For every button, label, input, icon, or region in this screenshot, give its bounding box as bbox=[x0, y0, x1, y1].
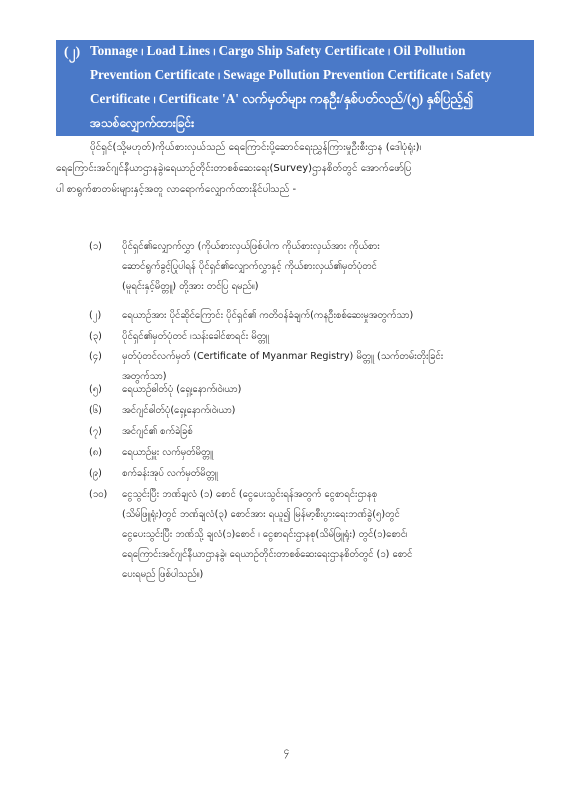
section-number: (၂) bbox=[64, 45, 81, 60]
intro-line-3: ပါ စာရွက်စာတမ်းများနှင့်အတူ လာရောက်လျှောက်ထားနိုင်ပါသည် - bbox=[56, 184, 297, 195]
list-item-number: (၃) bbox=[89, 331, 102, 342]
heading-line-3: Certificate ၊ Certificate 'A' လက်မှတ်များ ကနဦး/နှစ်ပတ်လည်/(၅) နှစ်ပြည့်၍ bbox=[90, 91, 474, 106]
list-item-text: ပေးရမည် ဖြစ်ပါသည်။) bbox=[122, 569, 204, 580]
list-item-number: (၅) bbox=[89, 384, 102, 395]
list-item-number: (၂) bbox=[89, 310, 102, 321]
list-item-text: ရေယာဉ်ဓါတ်ပုံ (ရှေ့၊နောက်၊ဝဲ၊ယာ) bbox=[122, 384, 242, 395]
list-item-number: (၈) bbox=[89, 447, 102, 458]
intro-line-1: ပိုင်ရှင်(သို့မဟုတ်)ကိုယ်စားလှယ်သည် ရေကြောင်းပို့ဆောင်ရေးညွှန်ကြားမှုဦးစီးဌာန (ဒေါပုံရုံး)၊ bbox=[90, 142, 422, 153]
list-item-number: (၁၀) bbox=[89, 489, 108, 500]
list-item-text: ငွေသွင်းပြီး ဘဏ်ချလံ (၁) စောင် (ငွေပေးသွင်းရန်အတွက် ငွေစာရင်းဌာနစု bbox=[122, 489, 378, 500]
list-item-text: မှတ်ပုံတင်လက်မှတ် (Certificate of Myanmar Registry) မိတ္တူ (သက်တမ်းတိုးခြင်း bbox=[122, 351, 444, 362]
list-item-text: ဆောင်ရွက်ခွင့်ပြုပါရန် ပိုင်ရှင်၏လျှောက်လွှာနှင့် ကိုယ်စားလှယ်၏မှတ်ပုံတင် bbox=[122, 261, 377, 272]
page-number: ၄ bbox=[283, 746, 290, 757]
list-item-number: (၄) bbox=[89, 351, 102, 362]
list-item-text: (မူရင်းနှင့်မိတ္တူ) တို့အား တင်ပြ ရမည်။) bbox=[122, 281, 259, 292]
list-item-text: ရေကြောင်းအင်ဂျင်နီယာဌာနခွဲ၊ ရေယာဉ်တိုင်းတာစစ်ဆေးရေးဌာနစိတ်တွင် (၁) စောင် bbox=[122, 549, 413, 560]
list-item-number: (၇) bbox=[89, 426, 102, 437]
list-item-number: (၆) bbox=[89, 405, 102, 416]
list-item-text: အတွက်သာ) bbox=[122, 371, 167, 382]
list-item-number: (၁) bbox=[89, 241, 102, 252]
section-heading-banner bbox=[56, 40, 534, 136]
intro-line-2: ရေကြောင်းအင်ဂျင်နီယာဌာနခွဲ၊ရေယာဉ်တိုင်းတာစစ်ဆေးရေး(Survey)ဌာနစိတ်တွင် အောက်ဖော်ပြ bbox=[56, 163, 412, 174]
list-item-text: အင်ဂျင်၏ စက်ခဲခြစ် bbox=[122, 426, 193, 437]
list-item-text: စက်ခန်းအုပ် လက်မှတ်မိတ္တူ bbox=[122, 468, 218, 479]
list-item-text: (သိမ်ဖြူရုံး)တွင် ဘဏ်ချလံ(၃) စောင်အား ရယူ၍ မြန်မာ့စီးပွားရေးဘဏ်ခွဲ(၅)တွင် bbox=[122, 509, 400, 520]
list-item-text: ရေယာဉ်မှူး လက်မှတ်မိတ္တူ bbox=[122, 447, 214, 458]
list-item-text: အင်ဂျင်ဓါတ်ပုံ(ရှေ့၊နောက်၊ဝဲ၊ယာ) bbox=[122, 405, 236, 416]
list-item-number: (၉) bbox=[89, 468, 102, 479]
heading-line-2: Prevention Certificate ၊ Sewage Pollution Prevention Certificate ၊ Safety bbox=[90, 67, 492, 82]
list-item-text: ပိုင်ရှင်၏မှတ်ပုံတင် ၊သန်းခေါင်စာရင်း မိတ္တူ bbox=[122, 331, 269, 342]
list-item-text: ငွေပေးသွင်းပြီး ဘဏ်သို့ ချလံ(၁)စောင် ၊ ငွေစာရင်းဌာနစု(သိမ်ဖြူရုံး) တွင်(၁)စောင်၊ bbox=[122, 529, 408, 540]
list-item-text: ရေယာဉ်အား ပိုင်ဆိုင်ကြောင်း ပိုင်ရှင်၏ ကတိဝန်ခံချက်(ကနဦးစစ်ဆေးမှုအတွက်သာ) bbox=[122, 310, 414, 321]
heading-line-1: Tonnage ၊ Load Lines ၊ Cargo Ship Safety Certificate ၊ Oil Pollution bbox=[90, 43, 466, 58]
heading-line-4: အသစ်လျှောက်ထားခြင်း bbox=[90, 116, 195, 130]
list-item-text: ပိုင်ရှင်၏လျှောက်လွှာ (ကိုယ်စားလှယ်ဖြစ်ပါက ကိုယ်စားလှယ်အား ကိုယ်စား bbox=[122, 241, 380, 252]
